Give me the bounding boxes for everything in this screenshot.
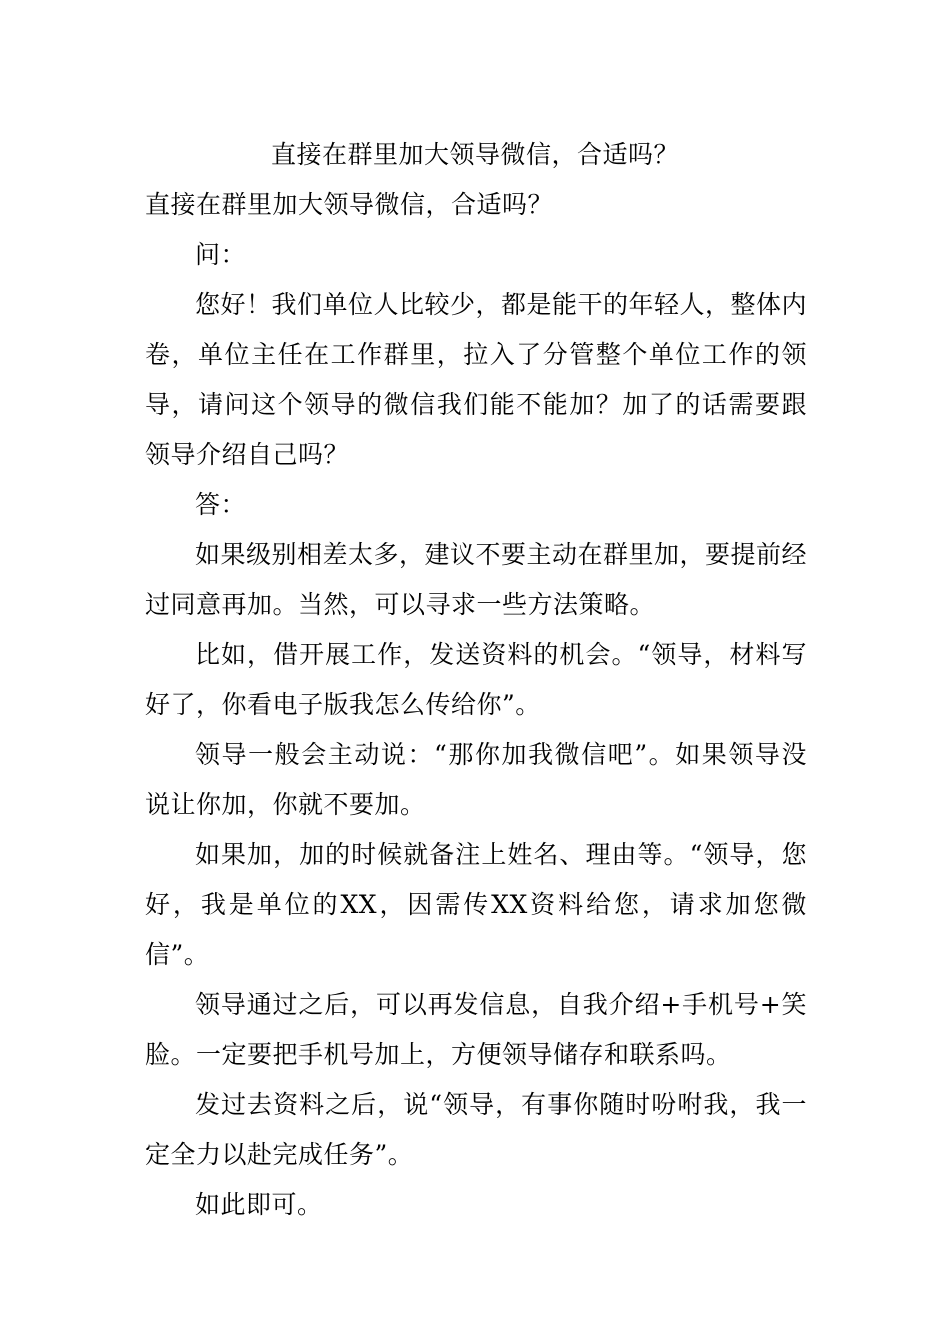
question-paragraph: 您好！我们单位人比较少，都是能干的年轻人，整体内卷，单位主任在工作群里，拉入了分管整个单位工作的领导，请问这个领导的微信我们能不能加？加了的话需要跟领导介绍自己吗？ xyxy=(145,290,808,469)
subtitle-line: 直接在群里加大领导微信，合适吗？ xyxy=(145,190,554,219)
question-label: 问： xyxy=(195,240,247,269)
answer-label: 答： xyxy=(195,490,247,519)
answer-paragraph-1: 如果级别相差太多，建议不要主动在群里加，要提前经过同意再加。当然，可以寻求一些方法策略。 xyxy=(145,540,808,619)
document-body xyxy=(145,180,807,1230)
answer-paragraph-5: 领导通过之后，可以再发信息，自我介绍+手机号+笑脸。一定要把手机号加上，方便领导储存和联系吗。 xyxy=(145,990,807,1069)
document-title: 直接在群里加大领导微信，合适吗？ xyxy=(270,140,679,169)
answer-paragraph-7: 如此即可。 xyxy=(195,1190,323,1219)
answer-paragraph-3: 领导一般会主动说：“那你加我微信吧”。如果领导没说让你加，你就不要加。 xyxy=(145,740,807,819)
answer-paragraph-4: 如果加，加的时候就备注上姓名、理由等。“领导，您好，我是单位的XX，因需传XX资料给您，请求加您微信”。 xyxy=(145,840,807,969)
answer-paragraph-2: 比如，借开展工作，发送资料的机会。“领导，材料写好了，你看电子版我怎么传给你”。 xyxy=(145,640,807,719)
answer-paragraph-6: 发过去资料之后，说“领导，有事你随时吩咐我，我一定全力以赴完成任务”。 xyxy=(145,1090,807,1169)
